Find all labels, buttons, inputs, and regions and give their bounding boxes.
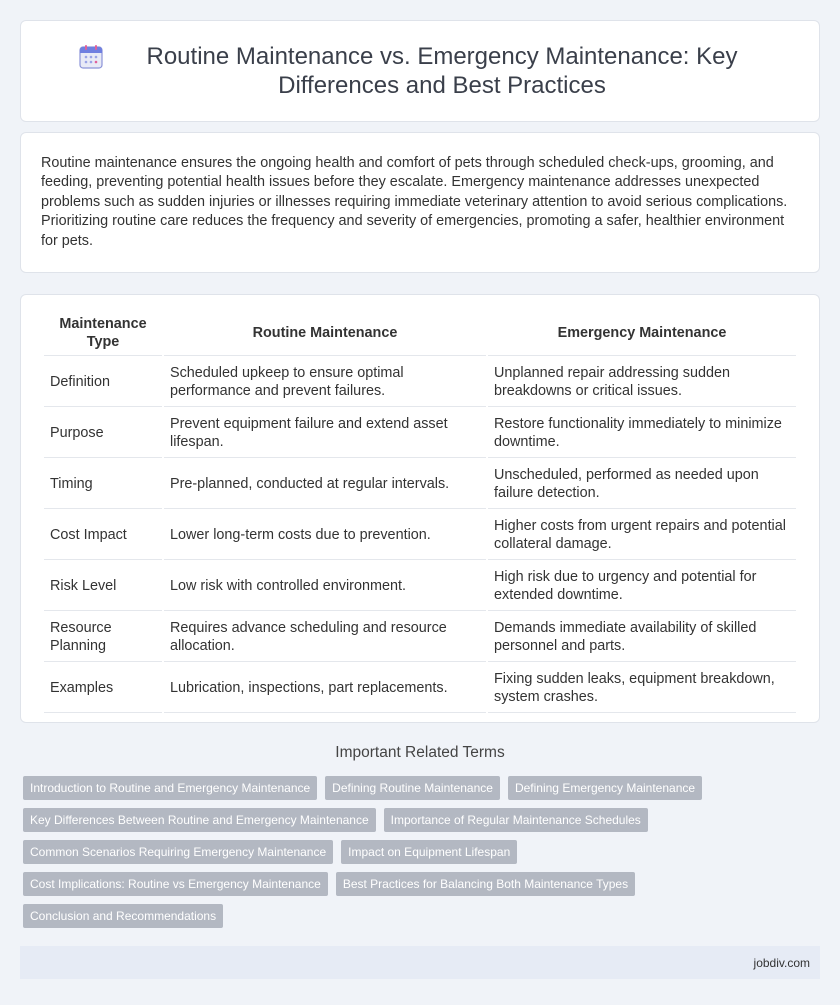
routine-cell: Scheduled upkeep to ensure optimal performance and prevent failures. — [164, 358, 486, 407]
table-row — [44, 358, 796, 407]
related-term-tag[interactable]: Conclusion and Recommendations — [23, 904, 223, 928]
routine-cell: Lower long-term costs due to prevention. — [164, 511, 486, 560]
related-terms-section — [0, 744, 840, 928]
emergency-cell: Unscheduled, performed as needed upon failure detection. — [488, 460, 796, 509]
related-term-tag[interactable]: Cost Implications: Routine vs Emergency Maintenance — [23, 872, 328, 896]
related-term-tag[interactable]: Impact on Equipment Lifespan — [341, 840, 517, 864]
routine-cell: Pre-planned, conducted at regular intervals. — [164, 460, 486, 509]
routine-cell: Requires advance scheduling and resource allocation. — [164, 613, 486, 662]
related-term-tag[interactable]: Best Practices for Balancing Both Maintenance Types — [336, 872, 635, 896]
table-row — [44, 562, 796, 611]
intro-card — [20, 132, 820, 273]
row-label: Resource Planning — [44, 613, 162, 662]
header-card — [20, 20, 820, 122]
emergency-cell: High risk due to urgency and potential for extended downtime. — [488, 562, 796, 611]
routine-cell: Low risk with controlled environment. — [164, 562, 486, 611]
emergency-cell: Unplanned repair addressing sudden breakdowns or critical issues. — [488, 358, 796, 407]
related-term-tag[interactable]: Key Differences Between Routine and Emergency Maintenance — [23, 808, 376, 832]
intro-paragraph: Routine maintenance ensures the ongoing health and comfort of pets through scheduled check-ups, grooming, and feeding, preventing potential health issues before they escalate. Emergency maintenance addresses unexpected problems such as sudden injuries or illnesses requiring immediate veterinary attention to avoid serious complications. Prioritizing routine care reduces the frequency and severity of emergencies, promoting a safer, healthier environment for pets. — [41, 155, 788, 249]
title-wrap — [78, 42, 762, 100]
column-header-maintenance-type: Maintenance Type — [44, 311, 162, 356]
emergency-cell: Demands immediate availability of skilled personnel and parts. — [488, 613, 796, 662]
table-row — [44, 613, 796, 662]
row-label: Timing — [44, 460, 162, 509]
routine-cell: Prevent equipment failure and extend asset lifespan. — [164, 409, 486, 458]
column-header-emergency: Emergency Maintenance — [488, 311, 796, 356]
related-terms-tags — [20, 776, 820, 928]
row-label: Definition — [44, 358, 162, 407]
table-header-row — [44, 311, 796, 356]
related-terms-title: Important Related Terms — [335, 744, 505, 761]
routine-cell: Lubrication, inspections, part replacements. — [164, 664, 486, 713]
emergency-cell: Fixing sudden leaks, equipment breakdown, system crashes. — [488, 664, 796, 713]
footer-site-link[interactable]: jobdiv.com — [753, 955, 810, 970]
related-term-tag[interactable]: Importance of Regular Maintenance Schedules — [384, 808, 648, 832]
row-label: Purpose — [44, 409, 162, 458]
emergency-cell: Higher costs from urgent repairs and potential collateral damage. — [488, 511, 796, 560]
table-row — [44, 511, 796, 560]
row-label: Examples — [44, 664, 162, 713]
footer — [20, 946, 820, 979]
table-row — [44, 409, 796, 458]
comparison-table — [42, 309, 798, 715]
comparison-table-card — [20, 294, 820, 723]
emergency-cell: Restore functionality immediately to minimize downtime. — [488, 409, 796, 458]
table-row — [44, 664, 796, 713]
page-title: Routine Maintenance vs. Emergency Maintenance: Key Differences and Best Practices — [146, 43, 738, 99]
related-term-tag[interactable]: Defining Emergency Maintenance — [508, 776, 702, 800]
row-label: Cost Impact — [44, 511, 162, 560]
related-term-tag[interactable]: Defining Routine Maintenance — [325, 776, 500, 800]
calendar-icon — [78, 44, 104, 70]
row-label: Risk Level — [44, 562, 162, 611]
related-term-tag[interactable]: Common Scenarios Requiring Emergency Maintenance — [23, 840, 333, 864]
related-term-tag[interactable]: Introduction to Routine and Emergency Maintenance — [23, 776, 317, 800]
table-row — [44, 460, 796, 509]
column-header-routine: Routine Maintenance — [164, 311, 486, 356]
